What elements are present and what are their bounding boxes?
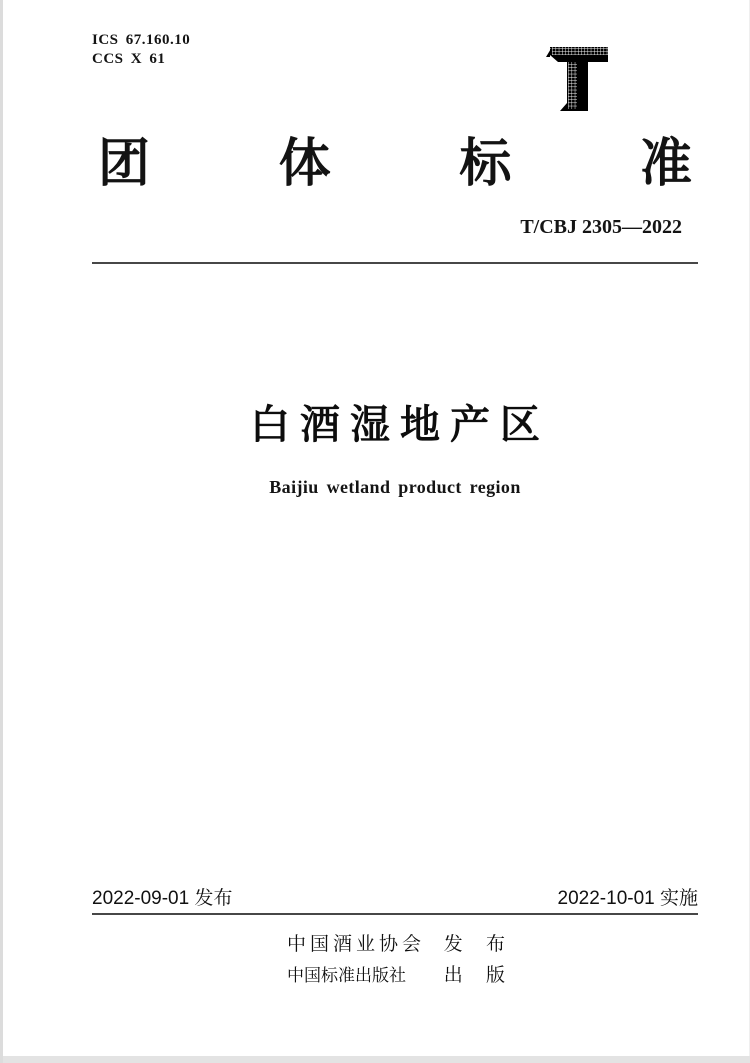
implement-date: 2022-10-01 实施 — [557, 888, 698, 909]
publisher-role: 发 布 — [443, 934, 514, 955]
publisher-role: 出 版 — [443, 965, 514, 986]
publisher-row — [287, 934, 514, 955]
publisher-row — [287, 965, 514, 986]
ccs-code: CCS X 61 — [92, 51, 166, 67]
header-rule — [92, 262, 698, 264]
main-title-en: Baijiu wetland product region — [269, 477, 521, 497]
dates-row — [92, 889, 698, 908]
footer-rule — [92, 913, 698, 915]
publisher-name: 中国酒业协会 — [287, 934, 426, 955]
doc-type-char: 体 — [278, 136, 331, 193]
publishers-block — [287, 934, 514, 986]
doc-type-char: 标 — [459, 136, 512, 193]
issue-date: 2022-09-01 发布 — [92, 888, 233, 909]
doc-type-char: 准 — [639, 136, 692, 193]
group-standard-t-logo-icon — [546, 45, 608, 113]
doc-type-title — [98, 136, 692, 193]
ics-code: ICS 67.160.10 — [92, 32, 191, 48]
publisher-name: 中国标准出版社 — [287, 966, 406, 985]
standard-number: T/CBJ 2305—2022 — [520, 216, 682, 238]
main-title-cn: 白酒湿地产区 — [250, 403, 550, 447]
doc-type-char: 团 — [98, 136, 151, 193]
classification-codes — [92, 31, 190, 69]
